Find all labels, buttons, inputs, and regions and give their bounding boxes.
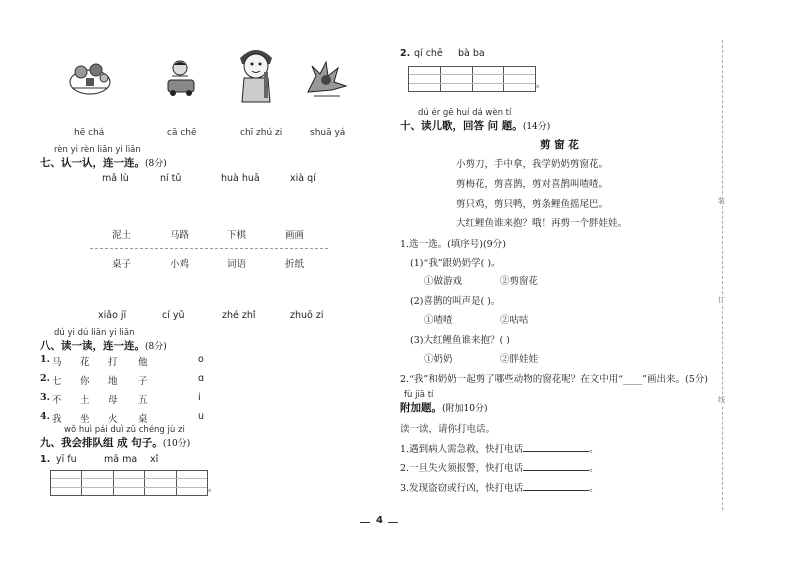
margin-mark-3: 线	[718, 396, 725, 404]
picture-eat-bamboo	[234, 44, 278, 106]
right-q2-writing-grid[interactable]	[408, 66, 536, 92]
section8-row-4-char-3[interactable]: 火	[108, 414, 118, 425]
section8-row-2-char-2[interactable]: 你	[80, 376, 90, 387]
section10-q2	[400, 371, 708, 385]
section7-top-pinyin-1: mǎ lù	[102, 173, 129, 184]
section10-q2-points: (5分)	[685, 374, 708, 385]
section8-row-2-num: 2.	[40, 373, 50, 384]
section7-bottom-pinyin-4: zhuō zi	[290, 310, 324, 321]
section7-bottom-pinyin-3: zhé zhǐ	[222, 310, 256, 321]
section10-sub3-opt2[interactable]: ②胖娃娃	[500, 354, 539, 365]
section7-bottom-pinyin-1: xiǎo jī	[98, 310, 127, 321]
extra-item-2-text: 2.一旦失火须报警，快打电话	[400, 463, 524, 474]
section7-pinyin: rèn yi rèn liān yi liān	[54, 145, 141, 155]
section7-title-text: 七、认一认，连一连。	[40, 157, 145, 169]
section8-row-1-char-4[interactable]: 他	[138, 357, 148, 368]
extra-item-1-end: 。	[589, 444, 599, 455]
right-q2-word-1: qí chē	[414, 48, 443, 59]
section9-pinyin: wǒ huì pái duì zǔ chéng jù zi	[64, 425, 185, 435]
section7-divider	[90, 248, 328, 249]
poem-line-1: 小剪刀，手中拿，我学奶奶剪窗花。	[456, 159, 609, 170]
section8-row-1-char-2[interactable]: 花	[80, 357, 90, 368]
picture-label-3: chī zhú zi	[240, 128, 283, 138]
section10-sub1-opt2[interactable]: ②剪窗花	[500, 276, 539, 287]
section8-row-4-char-1[interactable]: 我	[52, 414, 62, 425]
section7-word-1-4[interactable]: 画画	[285, 230, 305, 241]
extra-pinyin: fù jiā tí	[404, 390, 434, 400]
right-q2-word-2: bà ba	[458, 48, 485, 59]
section8-pinyin: dú yi dú liān yi liān	[54, 328, 135, 338]
extra-item-2-end: 。	[589, 463, 599, 474]
section9-points: (10分)	[162, 439, 191, 449]
extra-item-1-text: 1.遇到病人需急救，快打电话	[400, 444, 524, 455]
section7-word-2-3[interactable]: 词语	[227, 259, 247, 270]
section8-row-2-char-1[interactable]: 七	[52, 376, 62, 387]
poem-line-2: 剪梅花，剪喜鹊，剪对喜鹊叫喳喳。	[456, 179, 609, 190]
section7-word-2-1[interactable]: 桌子	[112, 259, 132, 270]
section9-word-1: yī fu	[56, 454, 77, 465]
section7-bottom-pinyin-2: cí yǔ	[162, 310, 185, 321]
extra-points: (附加10分)	[442, 404, 488, 414]
section7-top-pinyin-2: ní tǔ	[160, 173, 182, 184]
binding-line	[722, 40, 723, 510]
section8-points: (8分)	[145, 342, 167, 352]
section8-row-1-num: 1.	[40, 354, 50, 365]
section8-row-2-char-4[interactable]: 子	[138, 376, 148, 387]
extra-item-1-blank[interactable]	[523, 451, 589, 452]
section10-sub1[interactable]: (1)“我”跟奶奶学( )。	[410, 258, 501, 269]
picture-wash-car	[160, 58, 200, 98]
section10-pinyin: dú ér gē huí dá wèn tí	[418, 108, 512, 118]
section9-title-text: 九、我会排队组 成 句子。	[40, 437, 163, 449]
section9-word-3: xǐ	[150, 454, 159, 465]
extra-item-3	[400, 480, 599, 494]
section7-title	[40, 155, 167, 170]
section10-q2-text: 2.“我”和奶奶一起剪了哪些动物的窗花呢？在文中用“____”画出来。	[400, 374, 685, 385]
extra-item-3-text: 3.发现盗窃或行凶，快打电话	[400, 483, 524, 494]
picture-label-4: shuā yá	[310, 128, 346, 138]
extra-item-3-blank[interactable]	[523, 490, 589, 491]
extra-item-1	[400, 441, 599, 455]
section8-row-1-final[interactable]: o	[198, 354, 204, 365]
footer-dash-left	[360, 522, 370, 523]
section10-sub2[interactable]: (2)喜鹊的叫声是( )。	[410, 296, 501, 307]
section8-row-3-num: 3.	[40, 392, 50, 403]
section8-row-4-char-2[interactable]: 坐	[80, 414, 90, 425]
section10-sub2-opt1[interactable]: ①喳喳	[424, 315, 453, 326]
page-number: 4	[376, 515, 383, 526]
right-q2-period: 。	[536, 79, 546, 90]
section10-sub2-opt2[interactable]: ②咕咕	[500, 315, 529, 326]
section9-writing-grid[interactable]	[50, 470, 208, 496]
extra-title	[400, 400, 487, 415]
section8-row-1-char-1[interactable]: 马	[52, 357, 62, 368]
right-q2-num: 2.	[400, 48, 411, 59]
margin-mark-1: 装	[718, 197, 725, 205]
section9-period: 。	[208, 483, 218, 494]
section9-title	[40, 435, 190, 450]
section7-word-2-2[interactable]: 小鸡	[170, 259, 190, 270]
section7-word-1-2[interactable]: 马路	[170, 230, 190, 241]
section8-row-1-char-3[interactable]: 打	[108, 357, 118, 368]
section10-sub3[interactable]: (3)大红鲤鱼谁来抱？( )	[410, 335, 510, 346]
poem-title: 剪 窗 花	[540, 139, 579, 151]
section8-title	[40, 338, 167, 353]
poem-line-3: 剪只鸡，剪只鸭，剪条鲤鱼摇尾巴。	[456, 199, 609, 210]
section8-row-3-char-4[interactable]: 五	[138, 395, 148, 406]
extra-intro: 读一读，请你打电话。	[400, 424, 496, 435]
section8-row-3-final[interactable]: i	[198, 392, 201, 403]
section8-row-4-num: 4.	[40, 411, 50, 422]
section7-word-1-3[interactable]: 下棋	[227, 230, 247, 241]
section10-points: (14分)	[522, 122, 551, 132]
poem-line-4: 大红鲤鱼谁来抱？哦！再剪一个胖娃娃。	[456, 218, 628, 229]
footer-dash-right	[388, 522, 398, 523]
section7-points: (8分)	[145, 159, 167, 169]
section9-word-2: mā ma	[104, 454, 138, 465]
picture-label-1: hē chá	[74, 128, 105, 138]
extra-item-2	[400, 460, 599, 474]
section8-row-3-char-1[interactable]: 不	[52, 395, 62, 406]
section10-title	[400, 118, 550, 133]
section7-word-1-1[interactable]: 泥土	[112, 230, 132, 241]
extra-title-text: 附加题。	[400, 402, 442, 414]
extra-item-3-end: 。	[589, 483, 599, 494]
picture-label-2: cā chē	[167, 128, 197, 138]
picture-brush-teeth	[304, 56, 350, 100]
section8-row-4-char-4[interactable]: 桌	[138, 414, 148, 425]
section7-word-2-4[interactable]: 折纸	[285, 259, 305, 270]
margin-mark-2: 订	[718, 296, 725, 304]
section8-row-3-char-3[interactable]: 母	[108, 395, 118, 406]
section8-row-2-final[interactable]: ɑ	[198, 373, 205, 384]
section10-sub3-opt1[interactable]: ①奶奶	[424, 354, 453, 365]
section7-top-pinyin-3: huà huā	[221, 173, 260, 184]
section10-sub1-opt1[interactable]: ①做游戏	[424, 276, 463, 287]
section8-row-4-final[interactable]: u	[198, 411, 205, 422]
section10-title-text: 十、读儿歌，回答 问 题。	[400, 120, 523, 132]
section9-q1-num: 1.	[40, 454, 51, 465]
section8-row-3-char-2[interactable]: 土	[80, 395, 90, 406]
extra-item-2-blank[interactable]	[523, 470, 589, 471]
section10-q1: 1.选一选。(填序号)(9分)	[400, 239, 506, 250]
picture-drink-tea	[66, 58, 114, 98]
section8-row-2-char-3[interactable]: 地	[108, 376, 118, 387]
section7-top-pinyin-4: xià qí	[290, 173, 316, 184]
section8-title-text: 八、读一读，连一连。	[40, 340, 145, 352]
